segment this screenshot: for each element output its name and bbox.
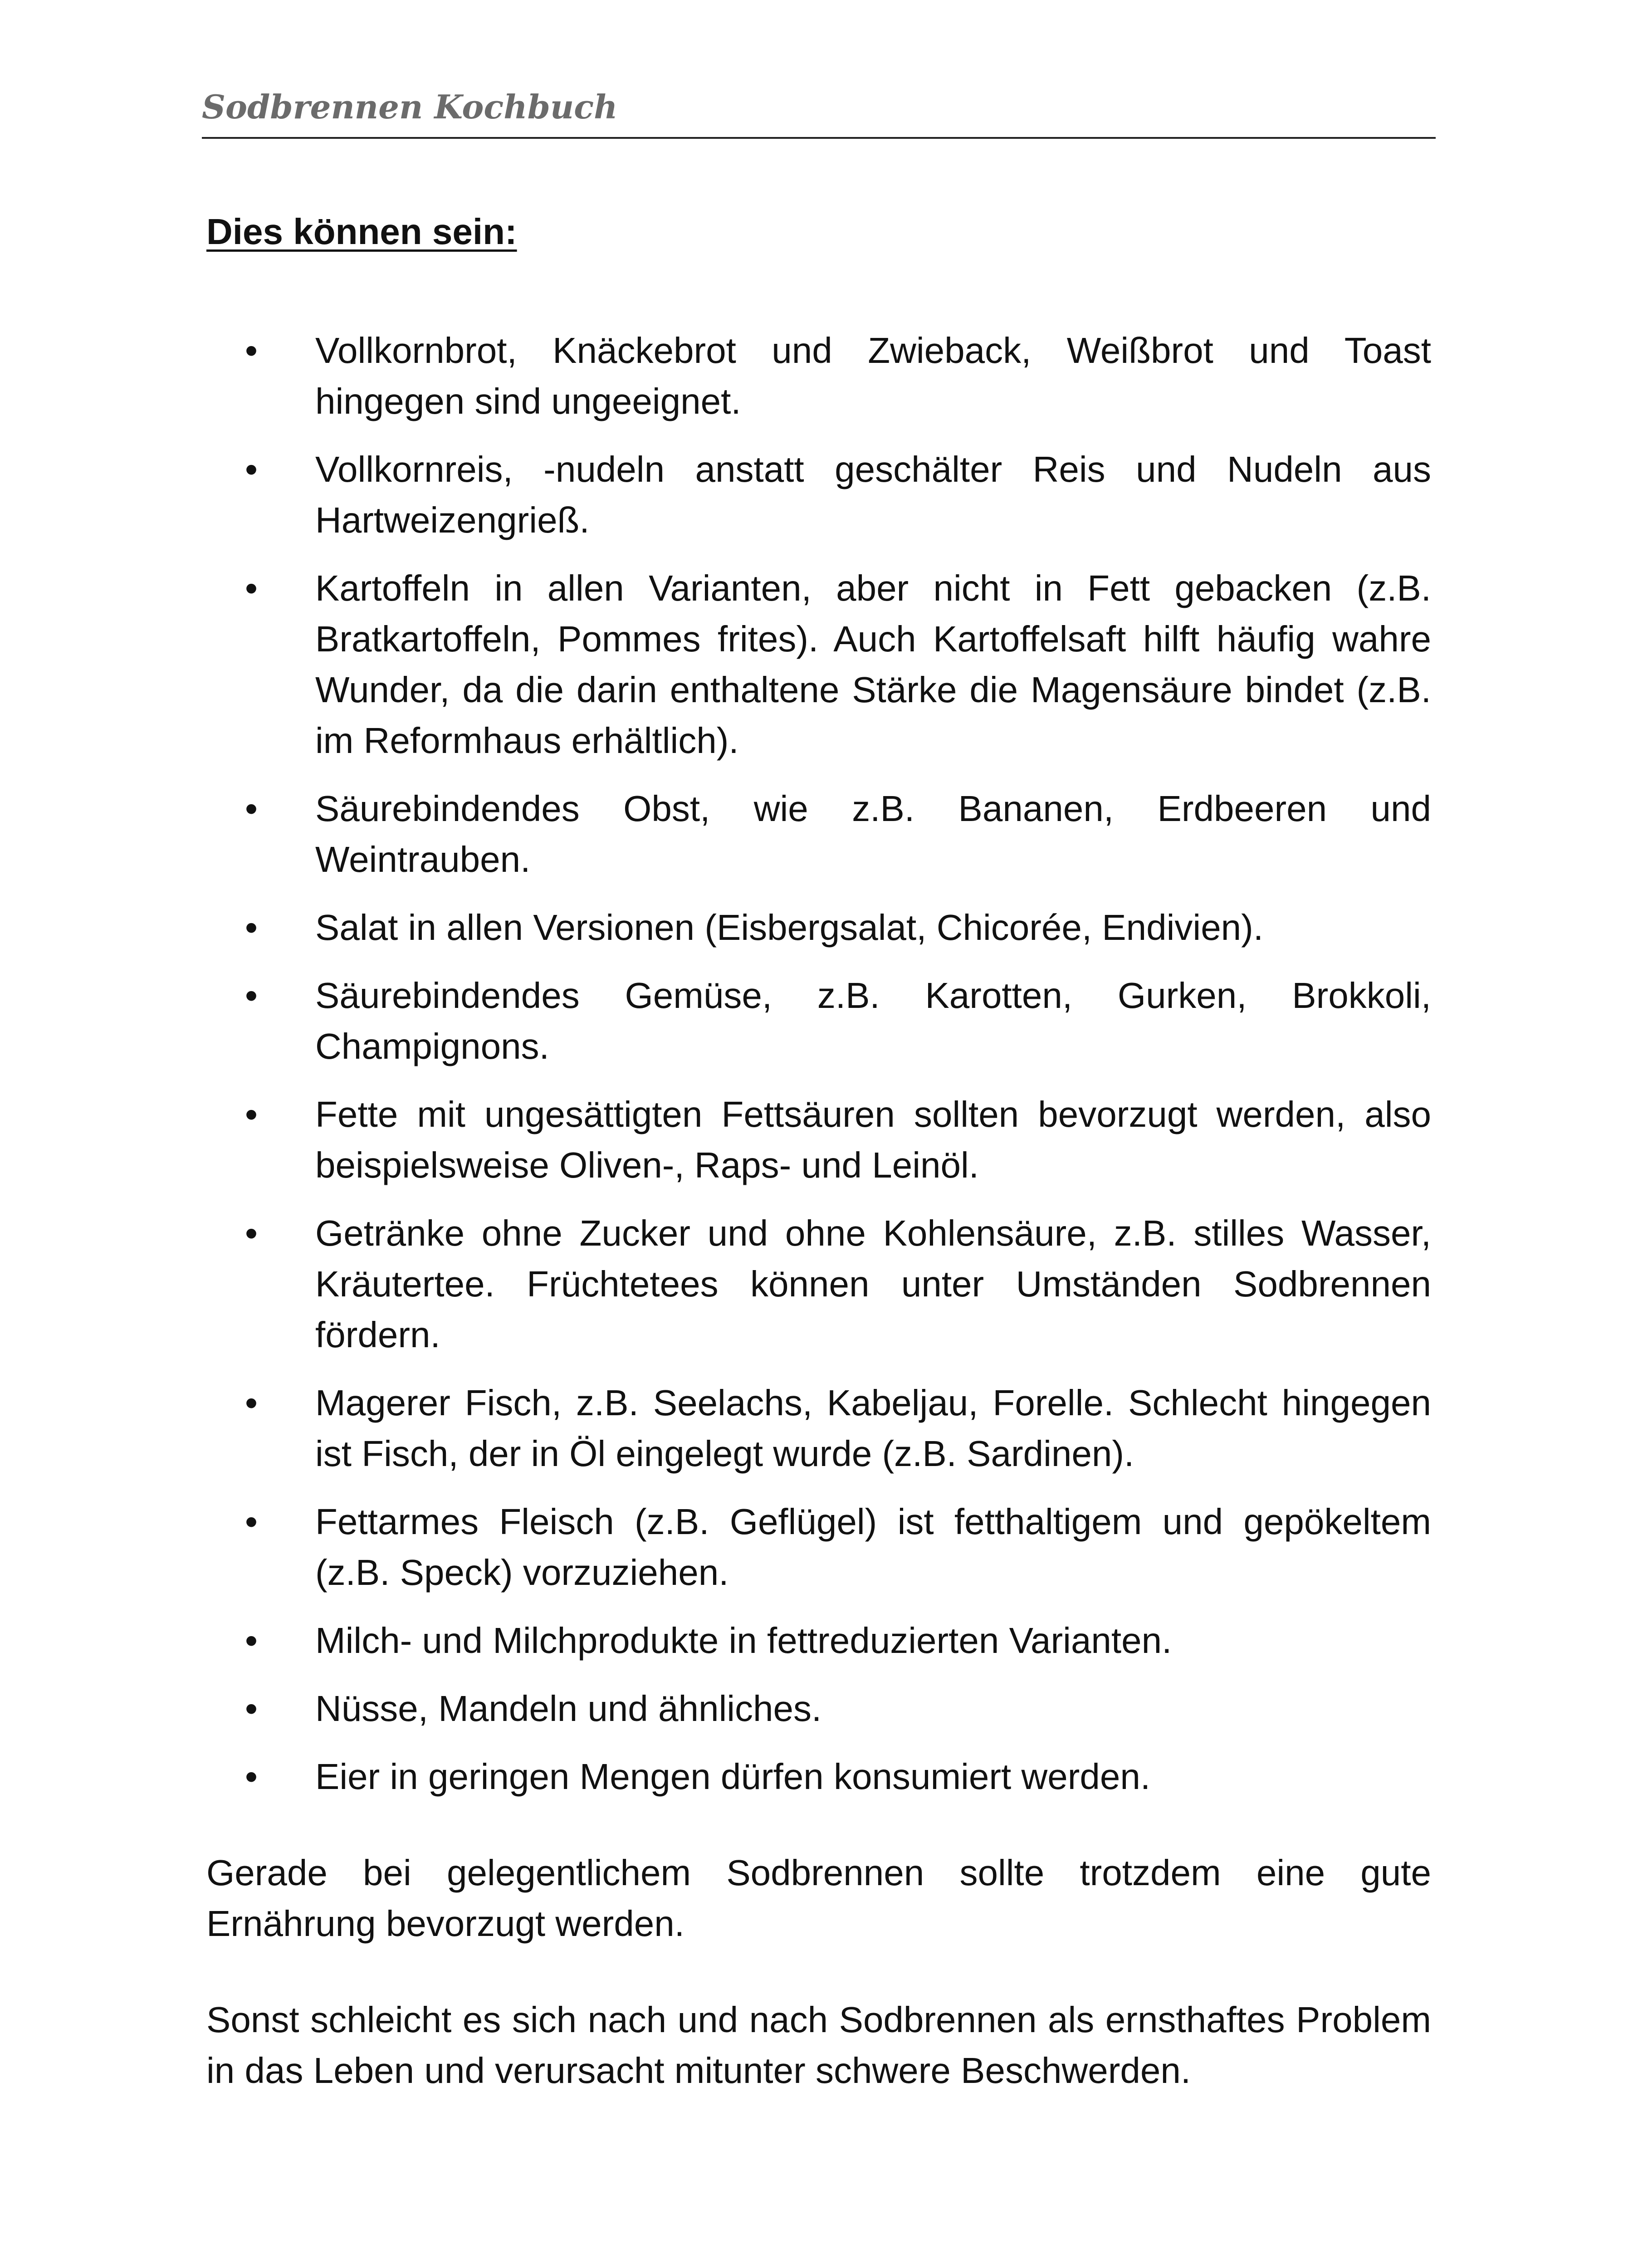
list-item xyxy=(206,902,1431,953)
bullet-icon: • xyxy=(245,330,258,371)
list-item-text: Säurebindendes Gemüse, z.B. Karotten, Gurken, Brokkoli, Champignons. xyxy=(315,975,1431,1066)
body-paragraph: Gerade bei gelegentlichem Sodbrennen sollte trotzdem eine gute Ernährung bevorzugt werden. xyxy=(206,1853,1431,1944)
list-item xyxy=(206,1751,1431,1802)
list-item-text: Fettarmes Fleisch (z.B. Geflügel) ist fetthaltigem und gepökeltem (z.B. Speck) vorzuziehen. xyxy=(315,1501,1431,1593)
bullet-icon: • xyxy=(245,788,258,829)
list-item-text: Nüsse, Mandeln und ähnliches. xyxy=(315,1688,822,1729)
body-paragraph: Sonst schleicht es sich nach und nach Sodbrennen als ernsthaftes Problem in das Leben und verursacht mitunter schwere Beschwerden. xyxy=(206,1999,1431,2091)
bullet-icon: • xyxy=(245,1756,258,1797)
list-item xyxy=(206,444,1431,546)
list-item-text: Kartoffeln in allen Varianten, aber nicht in Fett gebacken (z.B. Bratkartoffeln, Pommes frites). Auch Kartoffelsaft hilft häufig wahre Wunder, da die darin enthaltene Stärke die Magensäure bindet (z.B. im Reformhaus erhältlich). xyxy=(315,568,1431,761)
bullet-icon: • xyxy=(245,449,258,489)
list-item xyxy=(206,970,1431,1072)
list-item xyxy=(206,563,1431,766)
bullet-icon: • xyxy=(245,1688,258,1729)
bullet-icon: • xyxy=(245,1383,258,1423)
page-content xyxy=(206,206,1431,2096)
list-item-text: Vollkornreis, -nudeln anstatt geschälter Reis und Nudeln aus Hartweizengrieß. xyxy=(315,449,1431,540)
list-item-text: Eier in geringen Mengen dürfen konsumiert werden. xyxy=(315,1756,1151,1797)
running-header: Sodbrennen Kochbuch xyxy=(202,88,618,126)
list-item xyxy=(206,1208,1431,1360)
list-item-text: Fette mit ungesättigten Fettsäuren sollten bevorzugt werden, also beispielsweise Oliven-, Raps- und Leinöl. xyxy=(315,1094,1431,1185)
list-item xyxy=(206,1615,1431,1666)
section-heading: Dies können sein: xyxy=(206,211,517,252)
list-item xyxy=(206,1089,1431,1191)
bullet-icon: • xyxy=(245,1620,258,1661)
list-item xyxy=(206,325,1431,427)
food-list xyxy=(206,325,1431,1802)
bullet-icon: • xyxy=(245,568,258,608)
bullet-icon: • xyxy=(245,975,258,1016)
bullet-icon: • xyxy=(245,1094,258,1134)
list-item-text: Vollkornbrot, Knäckebrot und Zwieback, Weißbrot und Toast hingegen sind ungeeignet. xyxy=(315,330,1431,421)
bullet-icon: • xyxy=(245,907,258,948)
bullet-icon: • xyxy=(245,1501,258,1542)
list-item-text: Milch- und Milchprodukte in fettreduzierten Varianten. xyxy=(315,1620,1172,1661)
list-item-text: Säurebindendes Obst, wie z.B. Bananen, Erdbeeren und Weintrauben. xyxy=(315,788,1431,880)
list-item xyxy=(206,1683,1431,1734)
list-item-text: Salat in allen Versionen (Eisbergsalat, Chicorée, Endivien). xyxy=(315,907,1264,948)
list-item xyxy=(206,783,1431,885)
bullet-icon: • xyxy=(245,1213,258,1253)
list-item-text: Magerer Fisch, z.B. Seelachs, Kabeljau, Forelle. Schlecht hingegen ist Fisch, der in Öl eingelegt wurde (z.B. Sardinen). xyxy=(315,1383,1431,1474)
list-item xyxy=(206,1496,1431,1598)
header-rule xyxy=(202,137,1436,139)
list-item-text: Getränke ohne Zucker und ohne Kohlensäure, z.B. stilles Wasser, Kräutertee. Früchtetees können unter Umständen Sodbrennen fördern. xyxy=(315,1213,1431,1355)
list-item xyxy=(206,1378,1431,1479)
